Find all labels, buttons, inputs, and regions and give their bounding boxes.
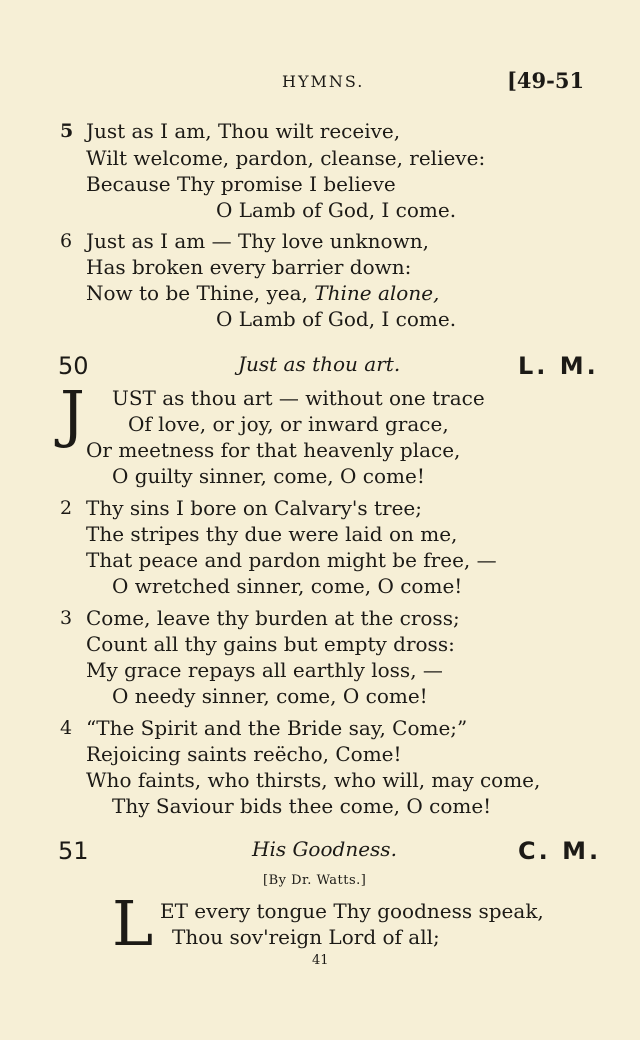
drop-capital: L xyxy=(112,887,154,960)
running-header-title: HYMNS. xyxy=(282,72,365,91)
verse-line: Just as I am — Thy love unknown, xyxy=(86,229,429,253)
verse-number: 2 xyxy=(60,497,73,519)
verse-line: The stripes thy due were laid on me, xyxy=(86,522,458,546)
verse-line: Has broken every barrier down: xyxy=(86,255,412,279)
verse-line: Thy sins I bore on Calvary's tree; xyxy=(86,496,423,520)
verse-number: 3 xyxy=(60,607,73,629)
verse-line: “The Spirit and the Bride say, Come;” xyxy=(86,716,468,740)
verse-line: O wretched sinner, come, O come! xyxy=(112,574,463,598)
verse-line: Who faints, who thirsts, who will, may come, xyxy=(86,768,541,792)
verse-line: Thy Saviour bids thee come, O come! xyxy=(112,794,492,818)
verse-line: Count all thy gains but empty dross: xyxy=(86,632,455,656)
verse-line: O needy sinner, come, O come! xyxy=(112,684,428,708)
verse-number: 5 xyxy=(60,120,74,142)
hymn-number: 50 xyxy=(58,352,89,380)
verse-line: That peace and pardon might be free, — xyxy=(86,548,497,572)
verse-line: Come, leave thy burden at the cross; xyxy=(86,606,460,630)
verse-line: Because Thy promise I believe xyxy=(86,172,396,196)
verse-line xyxy=(86,280,439,306)
page-number: 41 xyxy=(312,953,329,968)
verse-line: My grace repays all earthly loss, — xyxy=(86,658,443,682)
hymn-title: Just as thou art. xyxy=(238,352,401,376)
verse-line: Rejoicing saints reëcho, Come! xyxy=(86,742,402,766)
verse-line-text: Now to be Thine, yea, xyxy=(86,281,315,305)
verse-number: 4 xyxy=(60,717,73,739)
verse-line-italic-text: Thine alone, xyxy=(314,281,440,305)
verse-line: UST as thou art — without one trace xyxy=(112,386,485,410)
verse-line: Wilt welcome, pardon, cleanse, relieve: xyxy=(86,146,486,170)
drop-capital: J xyxy=(60,377,85,450)
verse-line: Of love, or joy, or inward grace, xyxy=(128,412,449,436)
verse-line: O guilty sinner, come, O come! xyxy=(112,464,425,488)
hymn-meter: C. M. xyxy=(518,837,602,865)
verse-line: ET every tongue Thy goodness speak, xyxy=(160,899,544,923)
running-header-hymn-range: [49-51 xyxy=(507,68,585,93)
hymn-author: [By Dr. Watts.] xyxy=(263,873,367,888)
verse-number: 6 xyxy=(60,230,73,252)
verse-line: Thou sov'reign Lord of all; xyxy=(172,925,440,949)
hymn-meter: L. M. xyxy=(518,352,599,380)
verse-line: Just as I am, Thou wilt receive, xyxy=(86,119,401,143)
verse-line: O Lamb of God, I come. xyxy=(216,198,457,222)
hymn-number: 51 xyxy=(58,837,89,865)
verse-line: Or meetness for that heavenly place, xyxy=(86,438,461,462)
hymn-title: His Goodness. xyxy=(252,837,397,861)
verse-line: O Lamb of God, I come. xyxy=(216,307,457,331)
